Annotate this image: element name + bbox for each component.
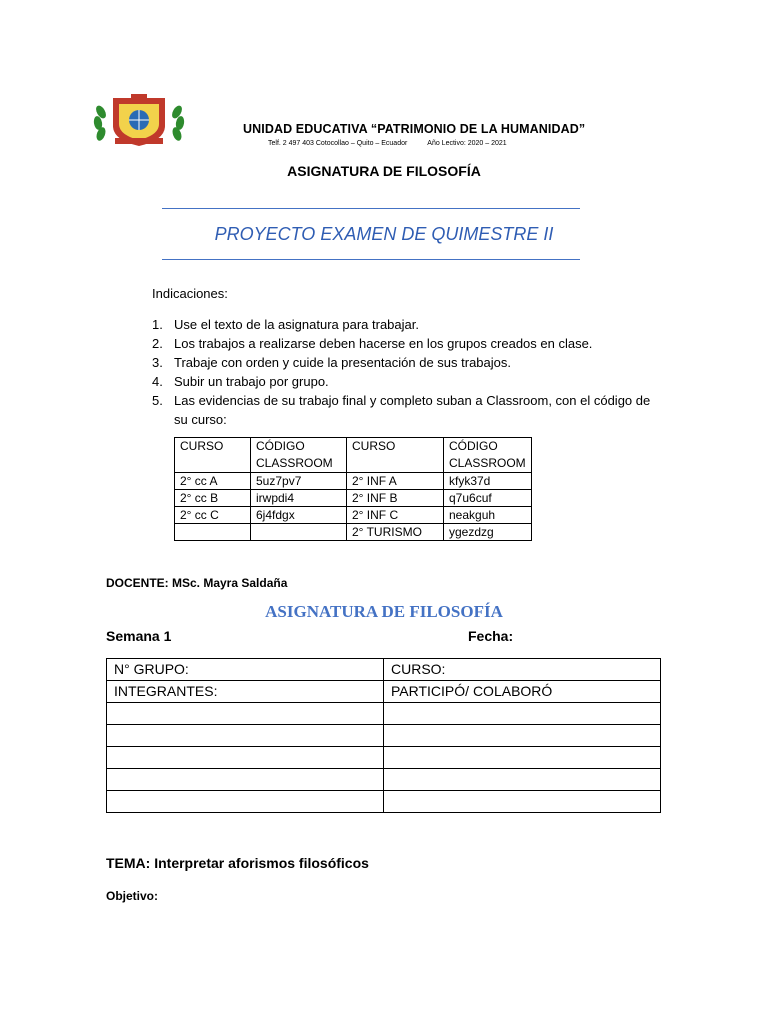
participation-cell[interactable] <box>384 703 661 725</box>
table-row <box>107 725 661 747</box>
participation-cell[interactable] <box>384 791 661 813</box>
table-cell: 2° INF C <box>347 507 444 524</box>
table-cell: 2° INF B <box>347 490 444 507</box>
table-row <box>107 791 661 813</box>
table-row <box>107 769 661 791</box>
table-row <box>107 703 661 725</box>
classroom-codes-table <box>174 437 532 541</box>
subject-heading: ASIGNATURA DE FILOSOFÍA <box>265 602 503 621</box>
divider-top <box>162 208 580 209</box>
table-header-cell: CÓDIGO CLASSROOM <box>251 438 347 473</box>
table-cell: 2° cc A <box>175 473 251 490</box>
table-cell: 2° cc B <box>175 490 251 507</box>
date-label: Fecha: <box>468 628 514 644</box>
table-header-cell: CURSO <box>175 438 251 473</box>
course-cell: CURSO: <box>384 659 661 681</box>
table-row <box>175 490 532 507</box>
participation-cell[interactable] <box>384 769 661 791</box>
table-row <box>175 473 532 490</box>
table-row <box>175 507 532 524</box>
instructions-list <box>152 315 672 429</box>
table-cell: ygezdzg <box>444 524 532 541</box>
divider-bottom <box>162 259 580 260</box>
table-cell: 6j4fdgx <box>251 507 347 524</box>
objective-label: Objetivo: <box>106 889 159 903</box>
school-name: UNIDAD EDUCATIVA “PATRIMONIO DE LA HUMANIDAD” <box>243 122 586 136</box>
teacher-name: DOCENTE: MSc. Mayra Saldaña <box>106 576 288 590</box>
member-cell[interactable] <box>107 747 384 769</box>
table-cell: irwpdi4 <box>251 490 347 507</box>
instruction-item: 1. Use el texto de la asignatura para trabajar. <box>152 317 419 332</box>
table-row <box>107 681 661 703</box>
school-phone: Telf. 2 497 403 Cotocollao – Quito – Ecuador <box>268 140 408 147</box>
subject-title: ASIGNATURA DE FILOSOFÍA <box>287 163 481 179</box>
table-cell: 2° cc C <box>175 507 251 524</box>
participation-cell[interactable] <box>384 747 661 769</box>
table-cell: q7u6cuf <box>444 490 532 507</box>
participated-cell: PARTICIPÓ/ COLABORÓ <box>384 681 661 703</box>
week-label: Semana 1 <box>106 628 172 644</box>
table-header-row <box>175 438 532 473</box>
table-row <box>175 524 532 541</box>
school-contact <box>268 140 507 147</box>
table-cell: neakguh <box>444 507 532 524</box>
member-cell[interactable] <box>107 791 384 813</box>
topic-title: TEMA: Interpretar aforismos filosóficos <box>106 855 369 871</box>
school-logo <box>93 92 185 150</box>
group-table <box>106 658 661 813</box>
table-cell: 5uz7pv7 <box>251 473 347 490</box>
group-number-cell: N° GRUPO: <box>107 659 384 681</box>
members-cell: INTEGRANTES: <box>107 681 384 703</box>
member-cell[interactable] <box>107 703 384 725</box>
table-cell <box>175 524 251 541</box>
table-row <box>107 747 661 769</box>
table-row <box>107 659 661 681</box>
table-cell: 2° TURISMO <box>347 524 444 541</box>
table-header-cell: CURSO <box>347 438 444 473</box>
table-cell: kfyk37d <box>444 473 532 490</box>
table-cell <box>251 524 347 541</box>
table-header-cell: CÓDIGO CLASSROOM <box>444 438 532 473</box>
member-cell[interactable] <box>107 725 384 747</box>
instruction-item: 2. Los trabajos a realizarse deben hacerse en los grupos creados en clase. <box>152 336 593 351</box>
school-year: Año Lectivo: 2020 – 2021 <box>427 140 507 147</box>
instruction-item: 4. Subir un trabajo por grupo. <box>152 374 329 389</box>
instruction-item: 5. Las evidencias de su trabajo final y completo suban a Classroom, con el código de su curso: <box>152 393 651 427</box>
participation-cell[interactable] <box>384 725 661 747</box>
project-title: PROYECTO EXAMEN DE QUIMESTRE II <box>214 224 554 244</box>
instructions-label: Indicaciones: <box>152 286 228 301</box>
member-cell[interactable] <box>107 769 384 791</box>
table-cell: 2° INF A <box>347 473 444 490</box>
instruction-item: 3. Trabaje con orden y cuide la presentación de sus trabajos. <box>152 355 511 370</box>
